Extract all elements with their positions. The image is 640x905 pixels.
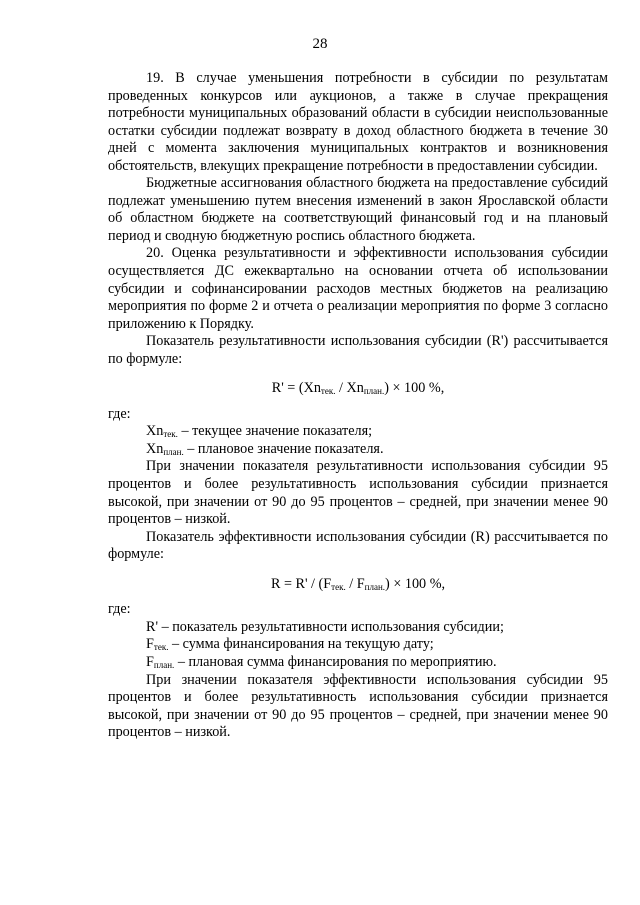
- paragraph-19: 19. В случае уменьшения потребности в субсидии по результатам проведенных конкурсов или аукционов, а также в случае прекращения потребности муниципальных образований области в субсидии неиспользованные остатки субсидии подлежат возврату в доход областного бюджета в течение 30 дней с момента заключения муниципальных контрактов и возникновения обстоятельств, влекущих прекращение потребности в предоставлении субсидии.: [108, 70, 608, 174]
- paragraph-efficiency-indicator: Показатель эффективности использования субсидии (R) рассчитывается по формуле:: [108, 528, 608, 563]
- definition-f-current: $F_{тек.}$ – сумма финансирования на текущую дату;: [146, 636, 434, 653]
- formula-efficiency: $R = R' / (F_{тек.} / F_{план.}) \times 100$ %,: [270, 575, 446, 592]
- definition-xn-planned: $Xn_{план.}$ – плановое значение показателя.: [146, 440, 384, 457]
- definition-f-planned: $F_{план.}$ – плановая сумма финансирования по мероприятию.: [146, 653, 497, 670]
- paragraph-effectiveness-indicator: Показатель результативности использования субсидии (R') рассчитывается по формуле:: [108, 333, 608, 367]
- page-number: 28: [312, 36, 328, 52]
- paragraph-efficiency-levels: При значении показателя эффективности использования субсидии 95 процентов и более результативность использования субсидии признается высокой, при значении от 90 до 95 процентов – средней, при значении менее 90 процентов – низкой.: [108, 671, 608, 741]
- definition-r-prime: R' – показатель результативности использования субсидии;: [146, 618, 504, 635]
- where-label: где:: [108, 405, 131, 422]
- document-body: [108, 70, 608, 742]
- formula-effectiveness: $R' = (Xn_{тек.} / Xn_{план.}) \times 100$ %,: [271, 380, 445, 397]
- definition-xn-current: $Xn_{тек.}$ – текущее значение показателя;: [146, 423, 373, 440]
- paragraph-20: 20. Оценка результативности и эффективности использования субсидии осуществляется ДС ежеквартально на основании отчета об использовании субсидии и софинансировании расходов местных бюджетов на реализацию мероприятия по форме 2 и отчета о реализации мероприятия по форме 3 согласно приложению к Порядку.: [108, 245, 608, 332]
- paragraph-result-levels: При значении показателя результативности использования субсидии 95 процентов и более результативность использования субсидии признается высокой, при значении от 90 до 95 процентов – средней, при значении менее 90 процентов – низкой.: [108, 458, 608, 528]
- where-label: где:: [108, 601, 131, 618]
- paragraph-budget-allocations: Бюджетные ассигнования областного бюджета на предоставление субсидий подлежат уменьшению путем внесения изменений в закон Ярославской области об областном бюджете на соответствующий финансовый год и на плановый период и сводную бюджетную роспись областного бюджета.: [108, 175, 608, 244]
